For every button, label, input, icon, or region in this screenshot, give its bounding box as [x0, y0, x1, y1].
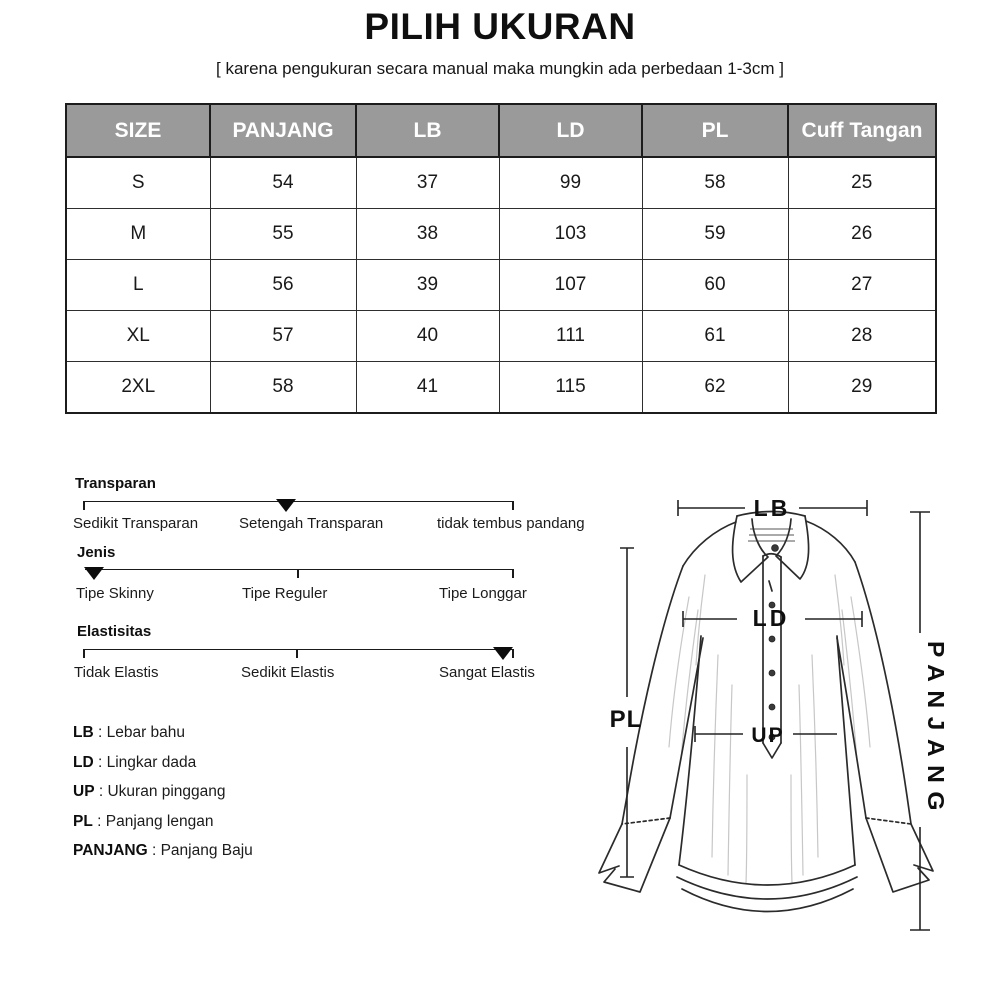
col-size: SIZE	[66, 104, 210, 157]
size-table-header-row	[66, 104, 936, 157]
cell: 107	[499, 260, 642, 311]
cell: 62	[642, 362, 788, 414]
legend-item	[73, 842, 253, 858]
cell: 41	[356, 362, 499, 414]
scale-tick	[512, 501, 514, 510]
col-panjang: PANJANG	[210, 104, 356, 157]
table-row	[66, 157, 936, 209]
legend-item	[73, 813, 253, 829]
scale-line-jenis	[85, 569, 514, 570]
legend-abbr: LD	[73, 753, 94, 771]
scale-tick	[296, 649, 298, 658]
measure-pl	[610, 548, 643, 877]
scale-label: Tipe Longgar	[439, 585, 527, 602]
attribute-scales	[65, 472, 613, 700]
scale-label: Setengah Transparan	[239, 515, 384, 532]
table-row	[66, 362, 936, 414]
scale-line-transparan	[83, 501, 514, 502]
scale-label: Tipe Skinny	[76, 585, 154, 602]
col-lb: LB	[356, 104, 499, 157]
svg-text:LB: LB	[753, 495, 791, 521]
scale-label: tidak tembus pandang	[437, 515, 585, 532]
svg-text:UP: UP	[751, 724, 785, 747]
page-title: PILIH UKURAN	[364, 6, 636, 47]
cell: 38	[356, 209, 499, 260]
scale-marker-icon	[84, 567, 104, 580]
cell: S	[66, 157, 210, 209]
cell: 55	[210, 209, 356, 260]
scale-title-jenis: Jenis	[77, 544, 116, 561]
cell: L	[66, 260, 210, 311]
svg-text:PL: PL	[609, 706, 643, 733]
legend-desc: Lebar bahu	[106, 724, 186, 741]
measure-ld	[683, 605, 862, 631]
scale-line-elastisitas	[83, 649, 514, 650]
legend-sep: :	[93, 753, 107, 771]
cell: 40	[356, 311, 499, 362]
legend-abbr: LB	[73, 724, 94, 741]
cell: XL	[66, 311, 210, 362]
scale-label: Sedikit Elastis	[241, 664, 335, 681]
cell: M	[66, 209, 210, 260]
svg-text:PANJANG: PANJANG	[923, 641, 949, 808]
scale-label: Sedikit Transparan	[73, 515, 199, 532]
scale-marker-icon	[493, 647, 513, 660]
col-pl: PL	[642, 104, 788, 157]
measure-lb	[678, 495, 867, 521]
legend-desc: Ukuran pinggang	[107, 783, 226, 800]
scale-title-transparan: Transparan	[75, 475, 156, 492]
legend-item	[73, 754, 253, 770]
cell: 111	[499, 311, 642, 362]
legend-sep: :	[92, 812, 106, 830]
scale-marker-icon	[276, 499, 296, 512]
scale-tick	[297, 569, 299, 578]
legend-sep: :	[94, 783, 108, 800]
cell: 2XL	[66, 362, 210, 414]
legend-desc: Panjang lengan	[105, 812, 214, 830]
abbreviation-legend	[73, 724, 253, 872]
legend-abbr: UP	[73, 783, 95, 800]
scale-tick	[83, 649, 85, 658]
cell: 58	[210, 362, 356, 414]
table-row	[66, 260, 936, 311]
cell: 58	[642, 157, 788, 209]
scale-title-elastisitas: Elastisitas	[77, 623, 152, 640]
cell: 25	[788, 157, 936, 209]
legend-desc: Panjang Baju	[160, 842, 253, 859]
shirt-measurement-diagram	[585, 455, 1000, 975]
scale-label: Tidak Elastis	[74, 664, 159, 681]
legend-item	[73, 783, 253, 799]
cell: 57	[210, 311, 356, 362]
cell: 103	[499, 209, 642, 260]
scale-label: Tipe Reguler	[242, 585, 328, 602]
page-subtitle: [ karena pengukuran secara manual maka mungkin ada perbedaan 1-3cm ]	[216, 59, 784, 78]
scale-label: Sangat Elastis	[439, 664, 535, 681]
cell: 39	[356, 260, 499, 311]
cell: 59	[642, 209, 788, 260]
cell: 54	[210, 157, 356, 209]
legend-desc: Lingkar dada	[106, 753, 197, 771]
cell: 115	[499, 362, 642, 414]
cell: 60	[642, 260, 788, 311]
cell: 99	[499, 157, 642, 209]
cell: 28	[788, 311, 936, 362]
cell: 26	[788, 209, 936, 260]
cell: 27	[788, 260, 936, 311]
table-row	[66, 311, 936, 362]
table-row	[66, 209, 936, 260]
legend-sep: :	[147, 842, 161, 859]
cell: 37	[356, 157, 499, 209]
legend-sep: :	[93, 724, 107, 741]
col-cuff-tangan: Cuff Tangan	[788, 104, 936, 157]
legend-abbr: PANJANG	[73, 842, 148, 859]
legend-abbr: PL	[73, 812, 93, 830]
scale-tick	[512, 569, 514, 578]
cell: 56	[210, 260, 356, 311]
col-ld: LD	[499, 104, 642, 157]
scale-tick	[83, 501, 85, 510]
cell: 29	[788, 362, 936, 414]
cell: 61	[642, 311, 788, 362]
measure-panjang	[910, 512, 949, 930]
size-table	[65, 103, 937, 414]
svg-text:LD: LD	[752, 605, 790, 631]
legend-item	[73, 724, 253, 740]
